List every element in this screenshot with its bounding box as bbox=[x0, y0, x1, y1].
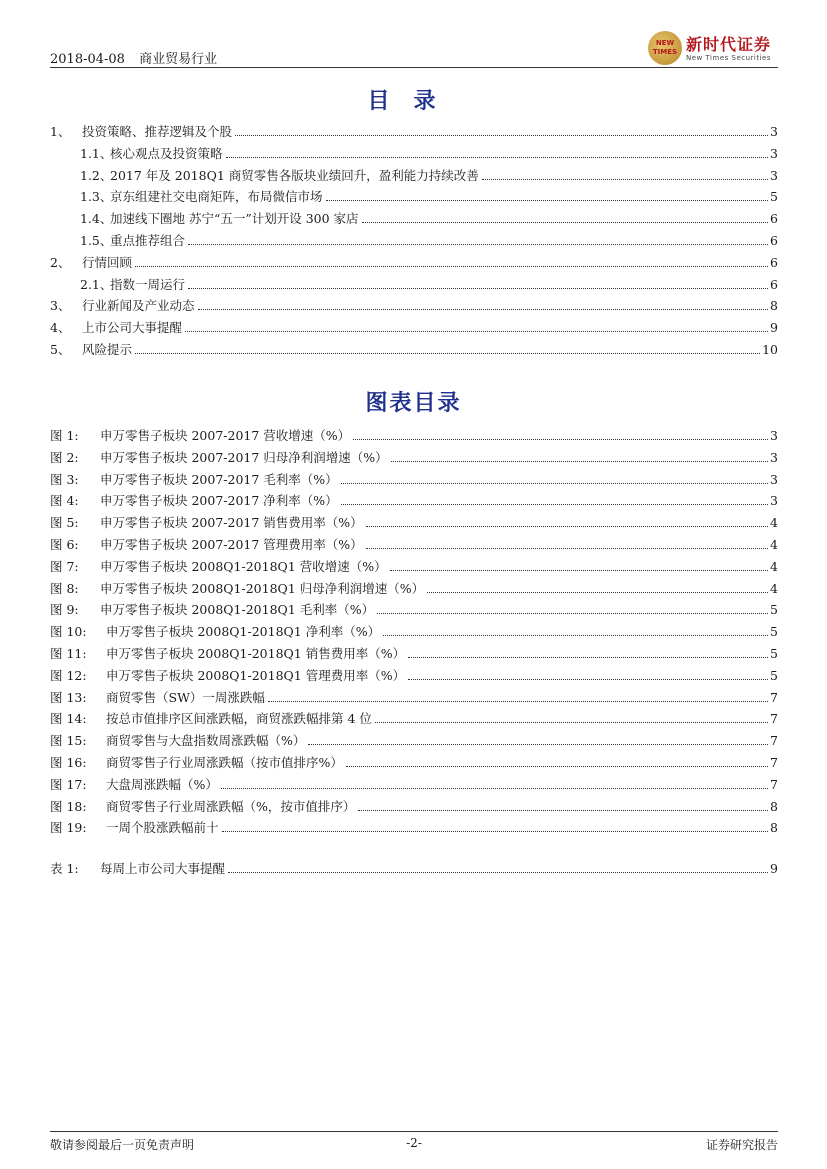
figure-entry[interactable] bbox=[50, 729, 778, 749]
dot-leader bbox=[341, 482, 768, 484]
dot-leader bbox=[268, 700, 768, 702]
entry-title: 申万零售子板块 2007-2017 管理费用率（%） bbox=[100, 537, 363, 552]
entry-number: 图 2: bbox=[50, 449, 79, 465]
entry-number: 图 10: bbox=[50, 624, 87, 640]
dot-leader bbox=[226, 156, 769, 158]
entry-title: 申万零售子板块 2008Q1-2018Q1 销售费用率（%） bbox=[106, 646, 406, 661]
dot-leader bbox=[235, 134, 768, 136]
figure-entry[interactable] bbox=[50, 686, 778, 706]
figure-entry[interactable] bbox=[50, 795, 778, 815]
header-info bbox=[50, 48, 227, 67]
entry-number: 图 19: bbox=[50, 820, 87, 836]
entry-number: 图 8: bbox=[50, 580, 79, 596]
entry-title: 申万零售子板块 2007-2017 归母净利润增速（%） bbox=[100, 449, 388, 465]
dot-leader bbox=[346, 765, 768, 767]
figure-entry[interactable] bbox=[50, 620, 778, 640]
dot-leader bbox=[366, 547, 768, 549]
entry-page: 3 bbox=[770, 471, 778, 487]
entry-number: 1.3、 bbox=[80, 189, 113, 205]
figure-entry[interactable] bbox=[50, 555, 778, 575]
entry-page: 10 bbox=[762, 342, 778, 357]
entry-title: 申万零售子板块 2008Q1-2018Q1 净利率（%） bbox=[106, 624, 381, 640]
entry-number: 1.2、 bbox=[80, 167, 113, 183]
figure-entry[interactable] bbox=[50, 577, 778, 597]
dot-leader bbox=[341, 503, 768, 505]
entry-title: 申万零售子板块 2007-2017 净利率（%） bbox=[100, 493, 338, 509]
dot-leader bbox=[377, 612, 768, 614]
dot-leader bbox=[135, 265, 768, 267]
entry-title: 申万零售子板块 2008Q1-2018Q1 营收增速（%） bbox=[100, 558, 387, 574]
entry-number: 1、 bbox=[50, 124, 71, 139]
dot-leader bbox=[408, 656, 768, 658]
toc-entry[interactable] bbox=[50, 294, 778, 314]
entry-title: 商贸零售与大盘指数周涨跌幅（%） bbox=[106, 733, 306, 749]
entry-number: 图 6: bbox=[50, 537, 79, 552]
page-footer bbox=[50, 1136, 778, 1154]
entry-page: 3 bbox=[770, 167, 778, 183]
entry-number: 4、 bbox=[50, 320, 71, 336]
entry-page: 7 bbox=[770, 755, 778, 770]
entry-page: 7 bbox=[770, 733, 778, 749]
entry-page: 4 bbox=[770, 515, 778, 531]
entry-page: 3 bbox=[770, 449, 778, 465]
entry-page: 9 bbox=[770, 320, 778, 336]
entry-number: 图 13: bbox=[50, 689, 87, 705]
dot-leader bbox=[390, 569, 768, 571]
entry-title: 2017 年及 2018Q1 商贸零售各版块业绩回升，盈利能力持续改善 bbox=[110, 167, 479, 183]
toc-entry[interactable] bbox=[50, 120, 778, 140]
logo-english-name: New Times Securities bbox=[686, 54, 771, 62]
entry-page: 7 bbox=[770, 689, 778, 705]
dot-leader bbox=[185, 330, 768, 332]
dot-leader bbox=[482, 178, 768, 180]
report-date: 2018-04-08 bbox=[50, 52, 125, 67]
entry-title: 申万零售子板块 2008Q1-2018Q1 归母净利润增速（%） bbox=[100, 580, 425, 596]
entry-title: 一周个股涨跌幅前十 bbox=[106, 820, 219, 836]
dot-leader bbox=[427, 591, 768, 593]
entry-number: 图 18: bbox=[50, 798, 87, 814]
toc-title: 目录 bbox=[367, 88, 460, 114]
figure-entry[interactable] bbox=[50, 511, 778, 531]
entry-title: 重点推荐组合 bbox=[110, 233, 186, 248]
entry-page: 4 bbox=[770, 580, 778, 596]
entry-page: 3 bbox=[770, 493, 778, 509]
logo-chinese-name: 新时代证券 bbox=[686, 35, 772, 54]
figure-entry[interactable] bbox=[50, 598, 778, 618]
figure-entry[interactable] bbox=[50, 424, 778, 444]
toc-entry[interactable] bbox=[50, 185, 778, 205]
toc-entry[interactable] bbox=[50, 338, 778, 358]
entry-title: 申万零售子板块 2008Q1-2018Q1 管理费用率（%） bbox=[106, 667, 406, 683]
footer-divider bbox=[50, 1131, 778, 1132]
entry-title: 商贸零售子行业周涨跌幅（%，按市值排序） bbox=[106, 798, 356, 814]
entry-page: 8 bbox=[770, 298, 778, 314]
entry-number: 图 7: bbox=[50, 558, 79, 574]
figure-entry[interactable] bbox=[50, 489, 778, 509]
toc-entry[interactable] bbox=[50, 229, 778, 249]
disclaimer-note: 敬请参阅最后一页免责声明 bbox=[50, 1138, 195, 1152]
entry-number: 2.1、 bbox=[80, 276, 113, 292]
dot-leader bbox=[228, 871, 768, 873]
table-entry[interactable] bbox=[50, 857, 778, 877]
entry-page: 4 bbox=[770, 558, 778, 574]
dot-leader bbox=[188, 243, 768, 245]
entry-title: 申万零售子板块 2007-2017 营收增速（%） bbox=[100, 428, 351, 443]
entry-number: 图 4: bbox=[50, 493, 79, 509]
entry-title: 行业新闻及产业动态 bbox=[82, 298, 195, 314]
figure-entry[interactable] bbox=[50, 707, 778, 727]
entry-number: 图 5: bbox=[50, 515, 79, 531]
toc-entry[interactable] bbox=[50, 142, 778, 162]
dot-leader bbox=[188, 287, 768, 289]
dot-leader bbox=[135, 352, 760, 354]
entry-title: 风险提示 bbox=[82, 342, 133, 357]
entry-title: 按总市值排序区间涨跌幅，商贸涨跌幅排第 4 位 bbox=[106, 711, 372, 727]
page-number: -2- bbox=[406, 1136, 422, 1150]
entry-page: 5 bbox=[770, 667, 778, 683]
entry-page: 6 bbox=[770, 254, 778, 270]
entry-number: 图 16: bbox=[50, 755, 87, 770]
logo-badge-icon: NEW TIMES bbox=[648, 31, 682, 65]
entry-title: 申万零售子板块 2007-2017 销售费用率（%） bbox=[100, 515, 363, 531]
dot-leader bbox=[366, 525, 768, 527]
dot-leader bbox=[383, 634, 768, 636]
entry-number: 图 11: bbox=[50, 646, 87, 661]
entry-page: 8 bbox=[770, 798, 778, 814]
entry-number: 5、 bbox=[50, 342, 71, 357]
figure-entry[interactable] bbox=[50, 642, 778, 662]
dot-leader bbox=[222, 830, 769, 832]
entry-title: 指数一周运行 bbox=[110, 276, 186, 292]
figure-entry[interactable] bbox=[50, 816, 778, 836]
entry-title: 行情回顾 bbox=[82, 254, 133, 270]
entry-page: 6 bbox=[770, 276, 778, 292]
entry-number: 2、 bbox=[50, 254, 71, 270]
industry-name: 商业贸易行业 bbox=[139, 52, 218, 67]
dot-leader bbox=[221, 787, 768, 789]
figure-entry[interactable] bbox=[50, 468, 778, 488]
entry-number: 1.1、 bbox=[80, 145, 113, 161]
entry-title: 加速线下圈地 苏宁“五一”计划开设 300 家店 bbox=[110, 211, 359, 227]
toc-entry[interactable] bbox=[50, 207, 778, 227]
entry-number: 图 9: bbox=[50, 602, 79, 618]
entry-number: 1.4、 bbox=[80, 211, 113, 227]
dot-leader bbox=[353, 438, 768, 440]
entry-page: 6 bbox=[770, 211, 778, 227]
dot-leader bbox=[198, 308, 769, 310]
entry-number: 图 3: bbox=[50, 471, 79, 487]
entry-title: 大盘周涨跌幅（%） bbox=[106, 776, 218, 792]
entry-title: 商贸零售子行业周涨跌幅（按市值排序%） bbox=[106, 755, 343, 770]
entry-number: 3、 bbox=[50, 298, 71, 314]
figure-entry[interactable] bbox=[50, 773, 778, 793]
entry-title: 每周上市公司大事提醒 bbox=[100, 861, 226, 876]
entry-number: 图 14: bbox=[50, 711, 87, 727]
entry-number: 图 1: bbox=[50, 428, 79, 443]
entry-page: 4 bbox=[770, 537, 778, 552]
figure-entry[interactable] bbox=[50, 446, 778, 466]
toc-entry[interactable] bbox=[50, 164, 778, 184]
entry-page: 3 bbox=[770, 145, 778, 161]
entry-page: 5 bbox=[770, 624, 778, 640]
toc-entry[interactable] bbox=[50, 273, 778, 293]
entry-title: 投资策略、推荐逻辑及个股 bbox=[82, 124, 233, 139]
entry-number: 图 17: bbox=[50, 776, 87, 792]
entry-page: 8 bbox=[770, 820, 778, 836]
figures-title: 图表目录 bbox=[365, 390, 462, 416]
entry-title: 申万零售子板块 2008Q1-2018Q1 毛利率（%） bbox=[100, 602, 375, 618]
entry-title: 商贸零售（SW）一周涨跌幅 bbox=[106, 689, 265, 705]
dot-leader bbox=[358, 809, 768, 811]
figure-entry[interactable] bbox=[50, 751, 778, 771]
entry-title: 上市公司大事提醒 bbox=[82, 320, 183, 336]
entry-page: 5 bbox=[770, 602, 778, 618]
entry-page: 5 bbox=[770, 189, 778, 205]
entry-page: 6 bbox=[770, 233, 778, 248]
entry-page: 9 bbox=[770, 861, 778, 876]
dot-leader bbox=[362, 221, 768, 223]
entry-page: 5 bbox=[770, 646, 778, 661]
entry-title: 核心观点及投资策略 bbox=[110, 145, 223, 161]
header-divider bbox=[50, 67, 778, 68]
dot-leader bbox=[391, 460, 768, 462]
dot-leader bbox=[408, 678, 768, 680]
entry-number: 1.5、 bbox=[80, 233, 113, 248]
entry-title: 京东组建社交电商矩阵，布局微信市场 bbox=[110, 189, 323, 205]
entry-number: 表 1: bbox=[50, 861, 79, 876]
dot-leader bbox=[308, 743, 768, 745]
entry-number: 图 12: bbox=[50, 667, 87, 683]
entry-page: 7 bbox=[770, 711, 778, 727]
dot-leader bbox=[326, 199, 769, 201]
entry-number: 图 15: bbox=[50, 733, 87, 749]
dot-leader bbox=[375, 721, 768, 723]
company-logo bbox=[648, 30, 778, 68]
figure-entry[interactable] bbox=[50, 664, 778, 684]
figure-entry[interactable] bbox=[50, 533, 778, 553]
report-type: 证券研究报告 bbox=[705, 1138, 778, 1152]
toc-entry[interactable] bbox=[50, 251, 778, 271]
entry-title: 申万零售子板块 2007-2017 毛利率（%） bbox=[100, 471, 338, 487]
toc-entry[interactable] bbox=[50, 316, 778, 336]
page-header bbox=[50, 35, 778, 68]
entry-page: 7 bbox=[770, 776, 778, 792]
entry-page: 3 bbox=[770, 428, 778, 443]
entry-page: 3 bbox=[770, 124, 778, 139]
